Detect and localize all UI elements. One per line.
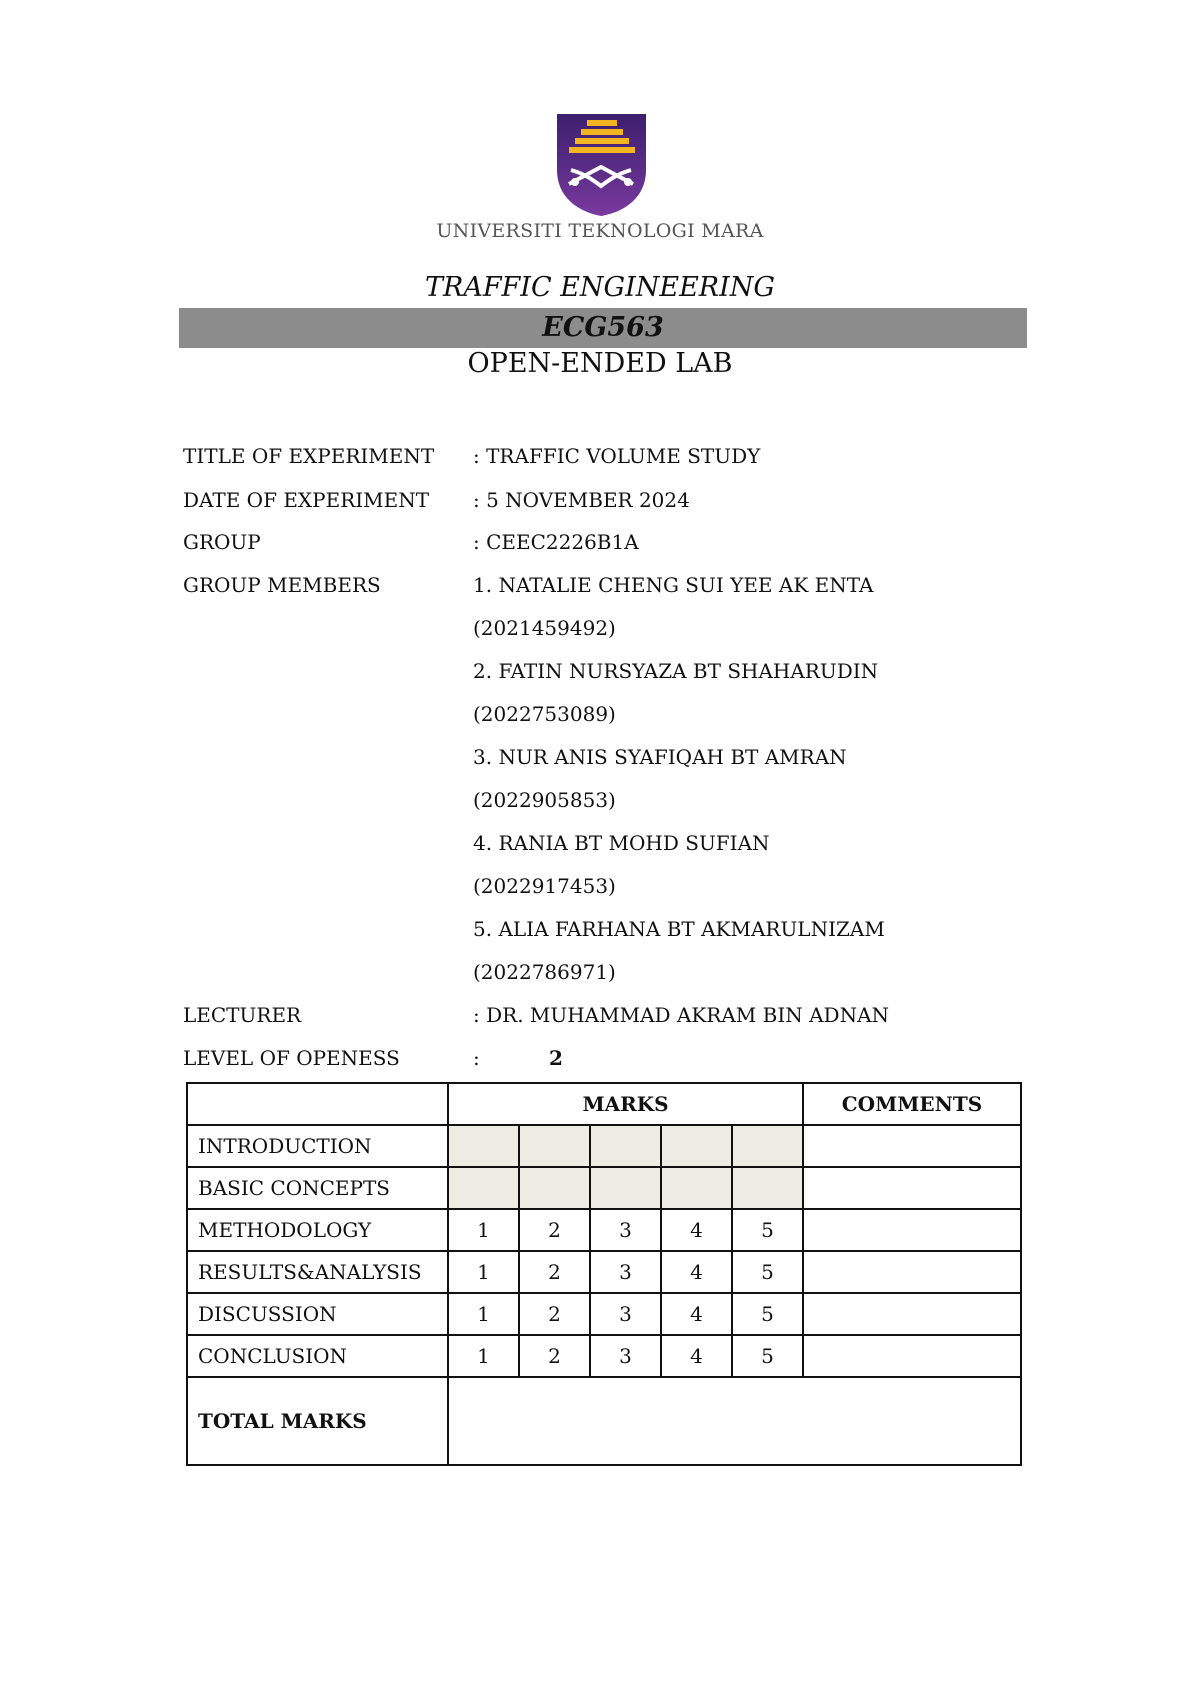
score-cell[interactable]: 5 xyxy=(732,1335,803,1377)
openness-label: LEVEL OF OPENESS xyxy=(183,1046,400,1070)
course-code: ECG563 xyxy=(179,308,1027,348)
comment-cell[interactable] xyxy=(803,1209,1021,1251)
member-line: (2022753089) xyxy=(473,702,616,726)
score-cell[interactable]: 4 xyxy=(661,1293,732,1335)
group-label: GROUP xyxy=(183,530,261,554)
table-row xyxy=(187,1209,1021,1251)
table-corner-cell xyxy=(187,1083,448,1125)
score-cell[interactable] xyxy=(590,1125,661,1167)
score-cell[interactable] xyxy=(661,1167,732,1209)
total-row xyxy=(187,1377,1021,1465)
member-line: (2021459492) xyxy=(473,616,616,640)
date-value: : 5 NOVEMBER 2024 xyxy=(473,488,690,512)
score-cell[interactable] xyxy=(590,1167,661,1209)
score-cell[interactable] xyxy=(519,1167,590,1209)
members-label: GROUP MEMBERS xyxy=(183,573,381,597)
score-cell[interactable]: 4 xyxy=(661,1251,732,1293)
uitm-logo xyxy=(555,112,648,217)
score-cell[interactable]: 5 xyxy=(732,1293,803,1335)
member-line: 4. RANIA BT MOHD SUFIAN xyxy=(473,831,770,855)
score-cell[interactable]: 4 xyxy=(661,1209,732,1251)
row-label: RESULTS&ANALYSIS xyxy=(187,1251,448,1293)
row-label: METHODOLOGY xyxy=(187,1209,448,1251)
table-row xyxy=(187,1125,1021,1167)
university-name: UNIVERSITI TEKNOLOGI MARA xyxy=(436,220,764,242)
score-cell[interactable]: 3 xyxy=(590,1335,661,1377)
comment-cell[interactable] xyxy=(803,1125,1021,1167)
score-cell[interactable] xyxy=(661,1125,732,1167)
score-cell[interactable]: 3 xyxy=(590,1251,661,1293)
openness-colon: : xyxy=(473,1046,480,1070)
score-cell[interactable]: 2 xyxy=(519,1335,590,1377)
member-line: (2022917453) xyxy=(473,874,616,898)
row-label: CONCLUSION xyxy=(187,1335,448,1377)
table-header-row xyxy=(187,1083,1021,1125)
title-value: : TRAFFIC VOLUME STUDY xyxy=(473,444,761,468)
score-cell[interactable]: 2 xyxy=(519,1293,590,1335)
score-cell[interactable]: 5 xyxy=(732,1209,803,1251)
score-cell[interactable]: 1 xyxy=(448,1209,519,1251)
score-cell[interactable] xyxy=(732,1167,803,1209)
table-row xyxy=(187,1335,1021,1377)
marks-table xyxy=(186,1082,1022,1466)
score-cell[interactable]: 2 xyxy=(519,1209,590,1251)
total-label: TOTAL MARKS xyxy=(187,1377,448,1465)
comment-cell[interactable] xyxy=(803,1335,1021,1377)
openness-value: 2 xyxy=(549,1046,563,1070)
score-cell[interactable]: 4 xyxy=(661,1335,732,1377)
score-cell[interactable]: 1 xyxy=(448,1293,519,1335)
member-line: 3. NUR ANIS SYAFIQAH BT AMRAN xyxy=(473,745,847,769)
row-label: BASIC CONCEPTS xyxy=(187,1167,448,1209)
lecturer-value: : DR. MUHAMMAD AKRAM BIN ADNAN xyxy=(473,1003,890,1027)
score-cell[interactable]: 1 xyxy=(448,1335,519,1377)
row-label: INTRODUCTION xyxy=(187,1125,448,1167)
comment-cell[interactable] xyxy=(803,1251,1021,1293)
member-line: 1. NATALIE CHENG SUI YEE AK ENTA xyxy=(473,573,874,597)
score-cell[interactable]: 3 xyxy=(590,1209,661,1251)
score-cell[interactable]: 3 xyxy=(590,1293,661,1335)
course-title: TRAFFIC ENGINEERING xyxy=(424,272,775,303)
comment-cell[interactable] xyxy=(803,1167,1021,1209)
member-line: (2022786971) xyxy=(473,960,616,984)
member-line: (2022905853) xyxy=(473,788,616,812)
lecturer-label: LECTURER xyxy=(183,1003,302,1027)
table-row xyxy=(187,1167,1021,1209)
comment-cell[interactable] xyxy=(803,1293,1021,1335)
marks-header: MARKS xyxy=(448,1083,803,1125)
member-line: 5. ALIA FARHANA BT AKMARULNIZAM xyxy=(473,917,885,941)
score-cell[interactable] xyxy=(519,1125,590,1167)
score-cell[interactable]: 1 xyxy=(448,1251,519,1293)
score-cell[interactable] xyxy=(448,1125,519,1167)
date-label: DATE OF EXPERIMENT xyxy=(183,488,430,512)
title-label: TITLE OF EXPERIMENT xyxy=(183,444,435,468)
score-cell[interactable] xyxy=(732,1125,803,1167)
score-cell[interactable]: 5 xyxy=(732,1251,803,1293)
table-row xyxy=(187,1293,1021,1335)
member-line: 2. FATIN NURSYAZA BT SHAHARUDIN xyxy=(473,659,879,683)
row-label: DISCUSSION xyxy=(187,1293,448,1335)
group-value: : CEEC2226B1A xyxy=(473,530,639,554)
score-cell[interactable]: 2 xyxy=(519,1251,590,1293)
comments-header: COMMENTS xyxy=(803,1083,1021,1125)
lab-type: OPEN-ENDED LAB xyxy=(467,348,733,379)
score-cell[interactable] xyxy=(448,1167,519,1209)
table-row xyxy=(187,1251,1021,1293)
total-value-cell[interactable] xyxy=(448,1377,1021,1465)
